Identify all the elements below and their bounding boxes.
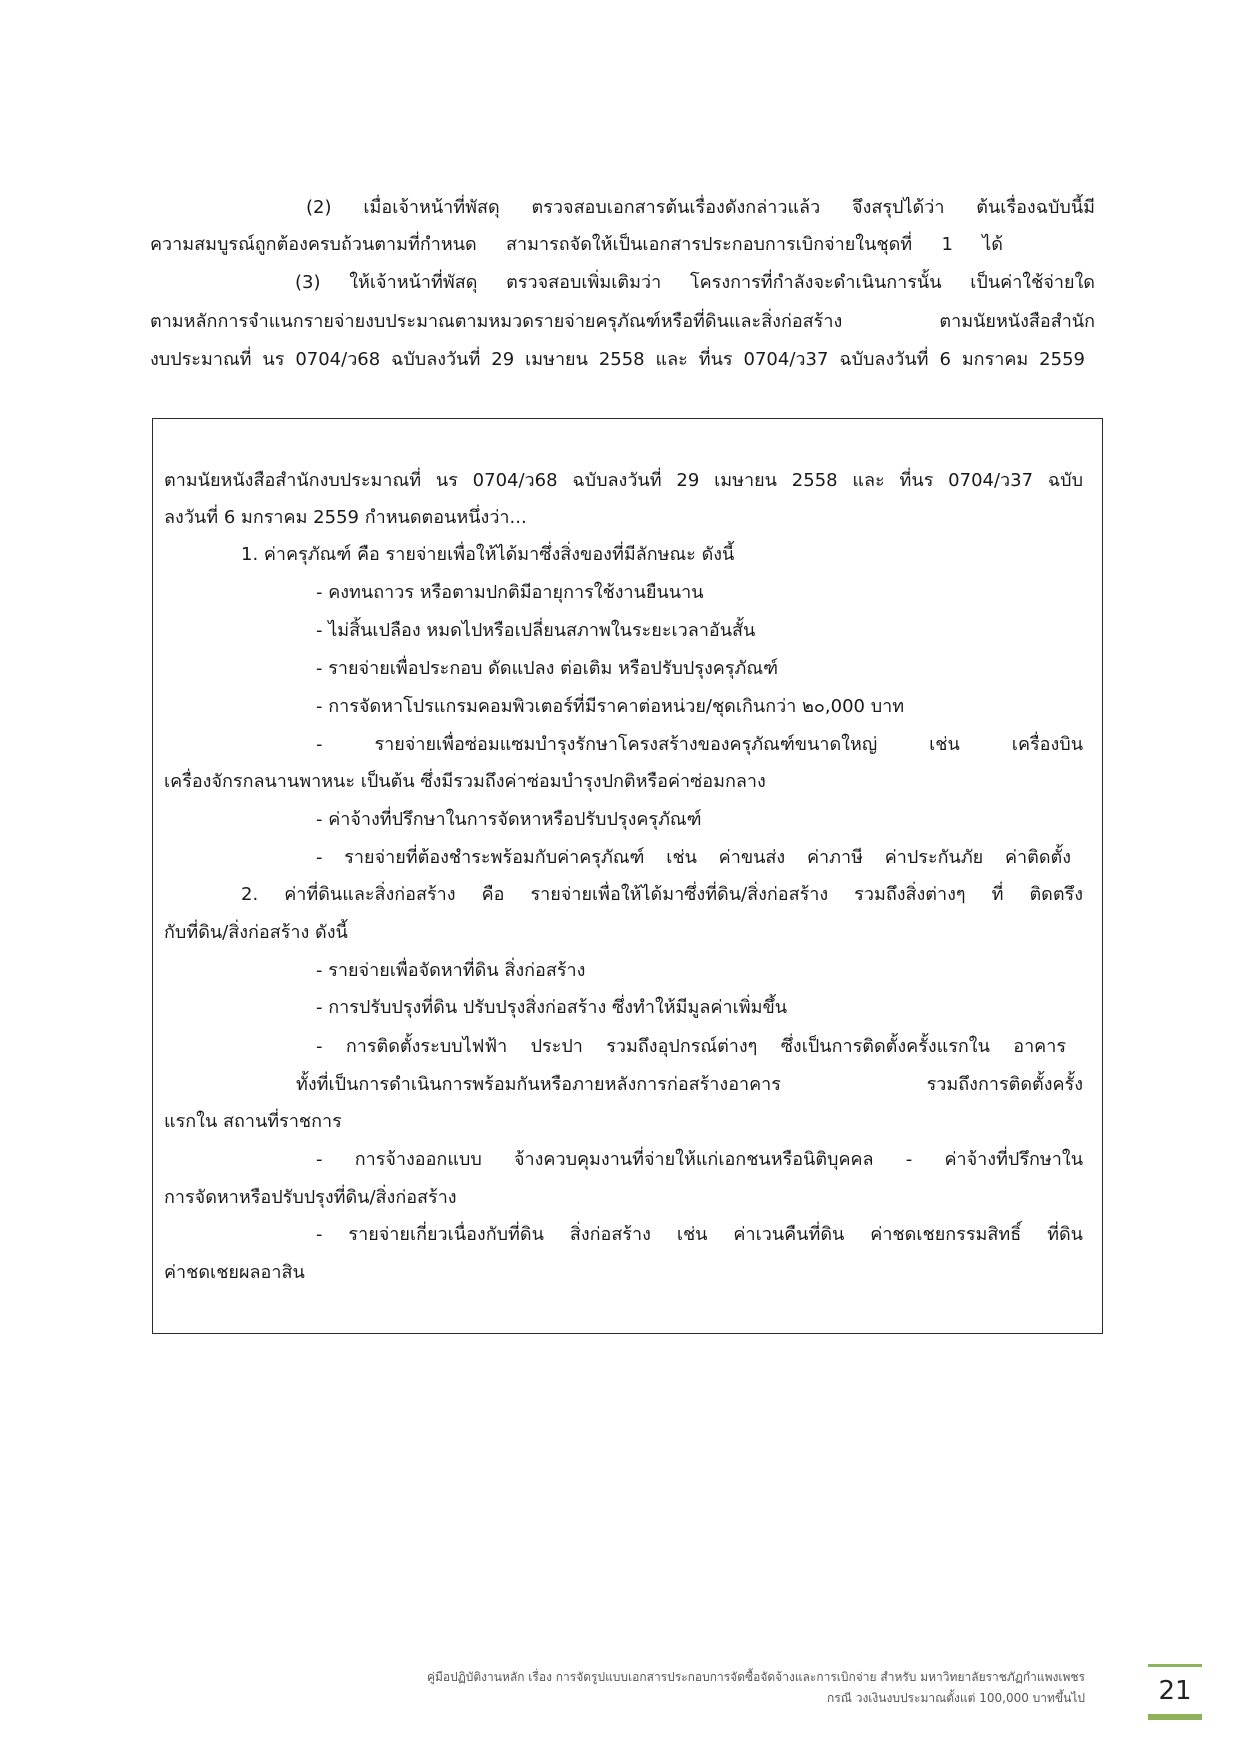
box-line-8: - รายจ่ายเพื่อซ่อมแซมบำรุงรักษาโครงสร้างของครุภัณฑ์ขนาดใหญ่ เช่น เครื่องบิน (316, 734, 1083, 755)
body-line-4: ตามหลักการจำแนกรายจ่ายงบประมาณตามหมวดรายจ่ายครุภัณฑ์หรือที่ดินและสิ่งก่อสร้าง ตามนัยหนังสือสำนัก (150, 311, 1095, 332)
box-line-16: - การติดตั้งระบบไฟฟ้า ประปา รวมถึงอุปกรณ์ต่างๆ ซึ่งเป็นการติดตั้งครั้งแรกใน อาคาร (316, 1036, 1066, 1057)
body-line-3: (3) ให้เจ้าหน้าที่พัสดุ ตรวจสอบเพิ่มเติมว่า โครงการที่กำลังจะดำเนินการนั้น เป็นค่าใช้จ่ายใด (295, 272, 1095, 293)
page-number: 21 (1158, 1676, 1192, 1706)
box-line-7: - การจัดหาโปรแกรมคอมพิวเตอร์ที่มีราคาต่อหน่วย/ชุดเกินกว่า ๒๐,000 บาท (316, 696, 905, 717)
box-line-14: - รายจ่ายเพื่อจัดหาที่ดิน สิ่งก่อสร้าง (316, 960, 586, 981)
box-line-21: - รายจ่ายเกี่ยวเนื่องกับที่ดิน สิ่งก่อสร้าง เช่น ค่าเวนคืนที่ดิน ค่าชดเชยกรรมสิทธิ์ ที่ดิน (316, 1224, 1083, 1245)
body-line-1: (2) เมื่อเจ้าหน้าที่พัสดุ ตรวจสอบเอกสารต้นเรื่องดังกล่าวแล้ว จึงสรุปได้ว่า ต้นเรื่องฉบับนี้มี (306, 197, 1095, 218)
footer-title-line: คู่มือปฏิบัติงานหลัก เรื่อง การจัดรูปแบบเอกสารประกอบการจัดซื้อจัดจ้างและการเบิกจ่าย สำหรับ มหาวิทยาลัยราชภัฏกำแพงเพชร (426, 1670, 1085, 1684)
box-line-10: - ค่าจ้างที่ปรึกษาในการจัดหาหรือปรับปรุงครุภัณฑ์ (316, 809, 702, 830)
box-line-13: กับที่ดิน/สิ่งก่อสร้าง ดังนี้ (164, 922, 348, 943)
box-line-17: ทั้งที่เป็นการดำเนินการพร้อมกันหรือภายหลังการก่อสร้างอาคาร รวมถึงการติดตั้งครั้ง (296, 1074, 1083, 1095)
box-line-1: ตามนัยหนังสือสำนักงบประมาณที่ นร 0704/ว68 ฉบับลงวันที่ 29 เมษายน 2558 และ ที่นร 0704/ว37 ฉบับ (164, 470, 1083, 491)
box-line-18: แรกใน สถานที่ราชการ (164, 1111, 342, 1132)
box-line-20: การจัดหาหรือปรับปรุงที่ดิน/สิ่งก่อสร้าง (164, 1187, 457, 1208)
box-line-3: 1. ค่าครุภัณฑ์ คือ รายจ่ายเพื่อให้ได้มาซึ่งสิ่งของที่มีลักษณะ ดังนี้ (241, 544, 735, 565)
box-line-22: ค่าชดเชยผลอาสิน (164, 1262, 305, 1283)
box-line-5: - ไม่สิ้นเปลือง หมดไปหรือเปลี่ยนสภาพในระยะเวลาอันสั้น (316, 620, 756, 641)
box-line-15: - การปรับปรุงที่ดิน ปรับปรุงสิ่งก่อสร้าง ซึ่งทำให้มีมูลค่าเพิ่มขึ้น (316, 997, 788, 1018)
box-line-11: - รายจ่ายที่ต้องชำระพร้อมกับค่าครุภัณฑ์ เช่น ค่าขนส่ง ค่าภาษี ค่าประกันภัย ค่าติดตั้ง (316, 847, 1071, 868)
page-number-bottom-bar (1148, 1714, 1202, 1720)
box-line-4: - คงทนถาวร หรือตามปกติมีอายุการใช้งานยืนนาน (316, 582, 704, 603)
body-line-5: งบประมาณที่ นร 0704/ว68 ฉบับลงวันที่ 29 เมษายน 2558 และ ที่นร 0704/ว37 ฉบับลงวันที่ 6 มกราคม 2559 (150, 349, 1085, 370)
box-line-2: ลงวันที่ 6 มกราคม 2559 กำหนดตอนหนึ่งว่า... (164, 507, 527, 528)
box-line-9: เครื่องจักรกลนานพาหนะ เป็นต้น ซึ่งมีรวมถึงค่าซ่อมบำรุงปกติหรือค่าซ่อมกลาง (164, 771, 766, 792)
body-line-2: ความสมบูรณ์ถูกต้องครบถ้วนตามที่กำหนด สามารถจัดให้เป็นเอกสารประกอบการเบิกจ่ายในชุดที่ 1 ได้ (150, 234, 1003, 255)
box-line-19: - การจ้างออกแบบ จ้างควบคุมงานที่จ่ายให้แก่เอกชนหรือนิติบุคคล - ค่าจ้างที่ปรึกษาใน (316, 1149, 1083, 1170)
footer-subtitle-line: กรณี วงเงินงบประมาณตั้งแต่ 100,000 บาทขึ้นไป (827, 1691, 1085, 1705)
box-line-12: 2. ค่าที่ดินและสิ่งก่อสร้าง คือ รายจ่ายเพื่อให้ได้มาซึ่งที่ดิน/สิ่งก่อสร้าง รวมถึงสิ่งต่างๆ ที่ ติดตรึง (241, 884, 1083, 905)
box-line-6: - รายจ่ายเพื่อประกอบ ดัดแปลง ต่อเติม หรือปรับปรุงครุภัณฑ์ (316, 658, 779, 679)
page-number-top-bar (1148, 1664, 1202, 1667)
